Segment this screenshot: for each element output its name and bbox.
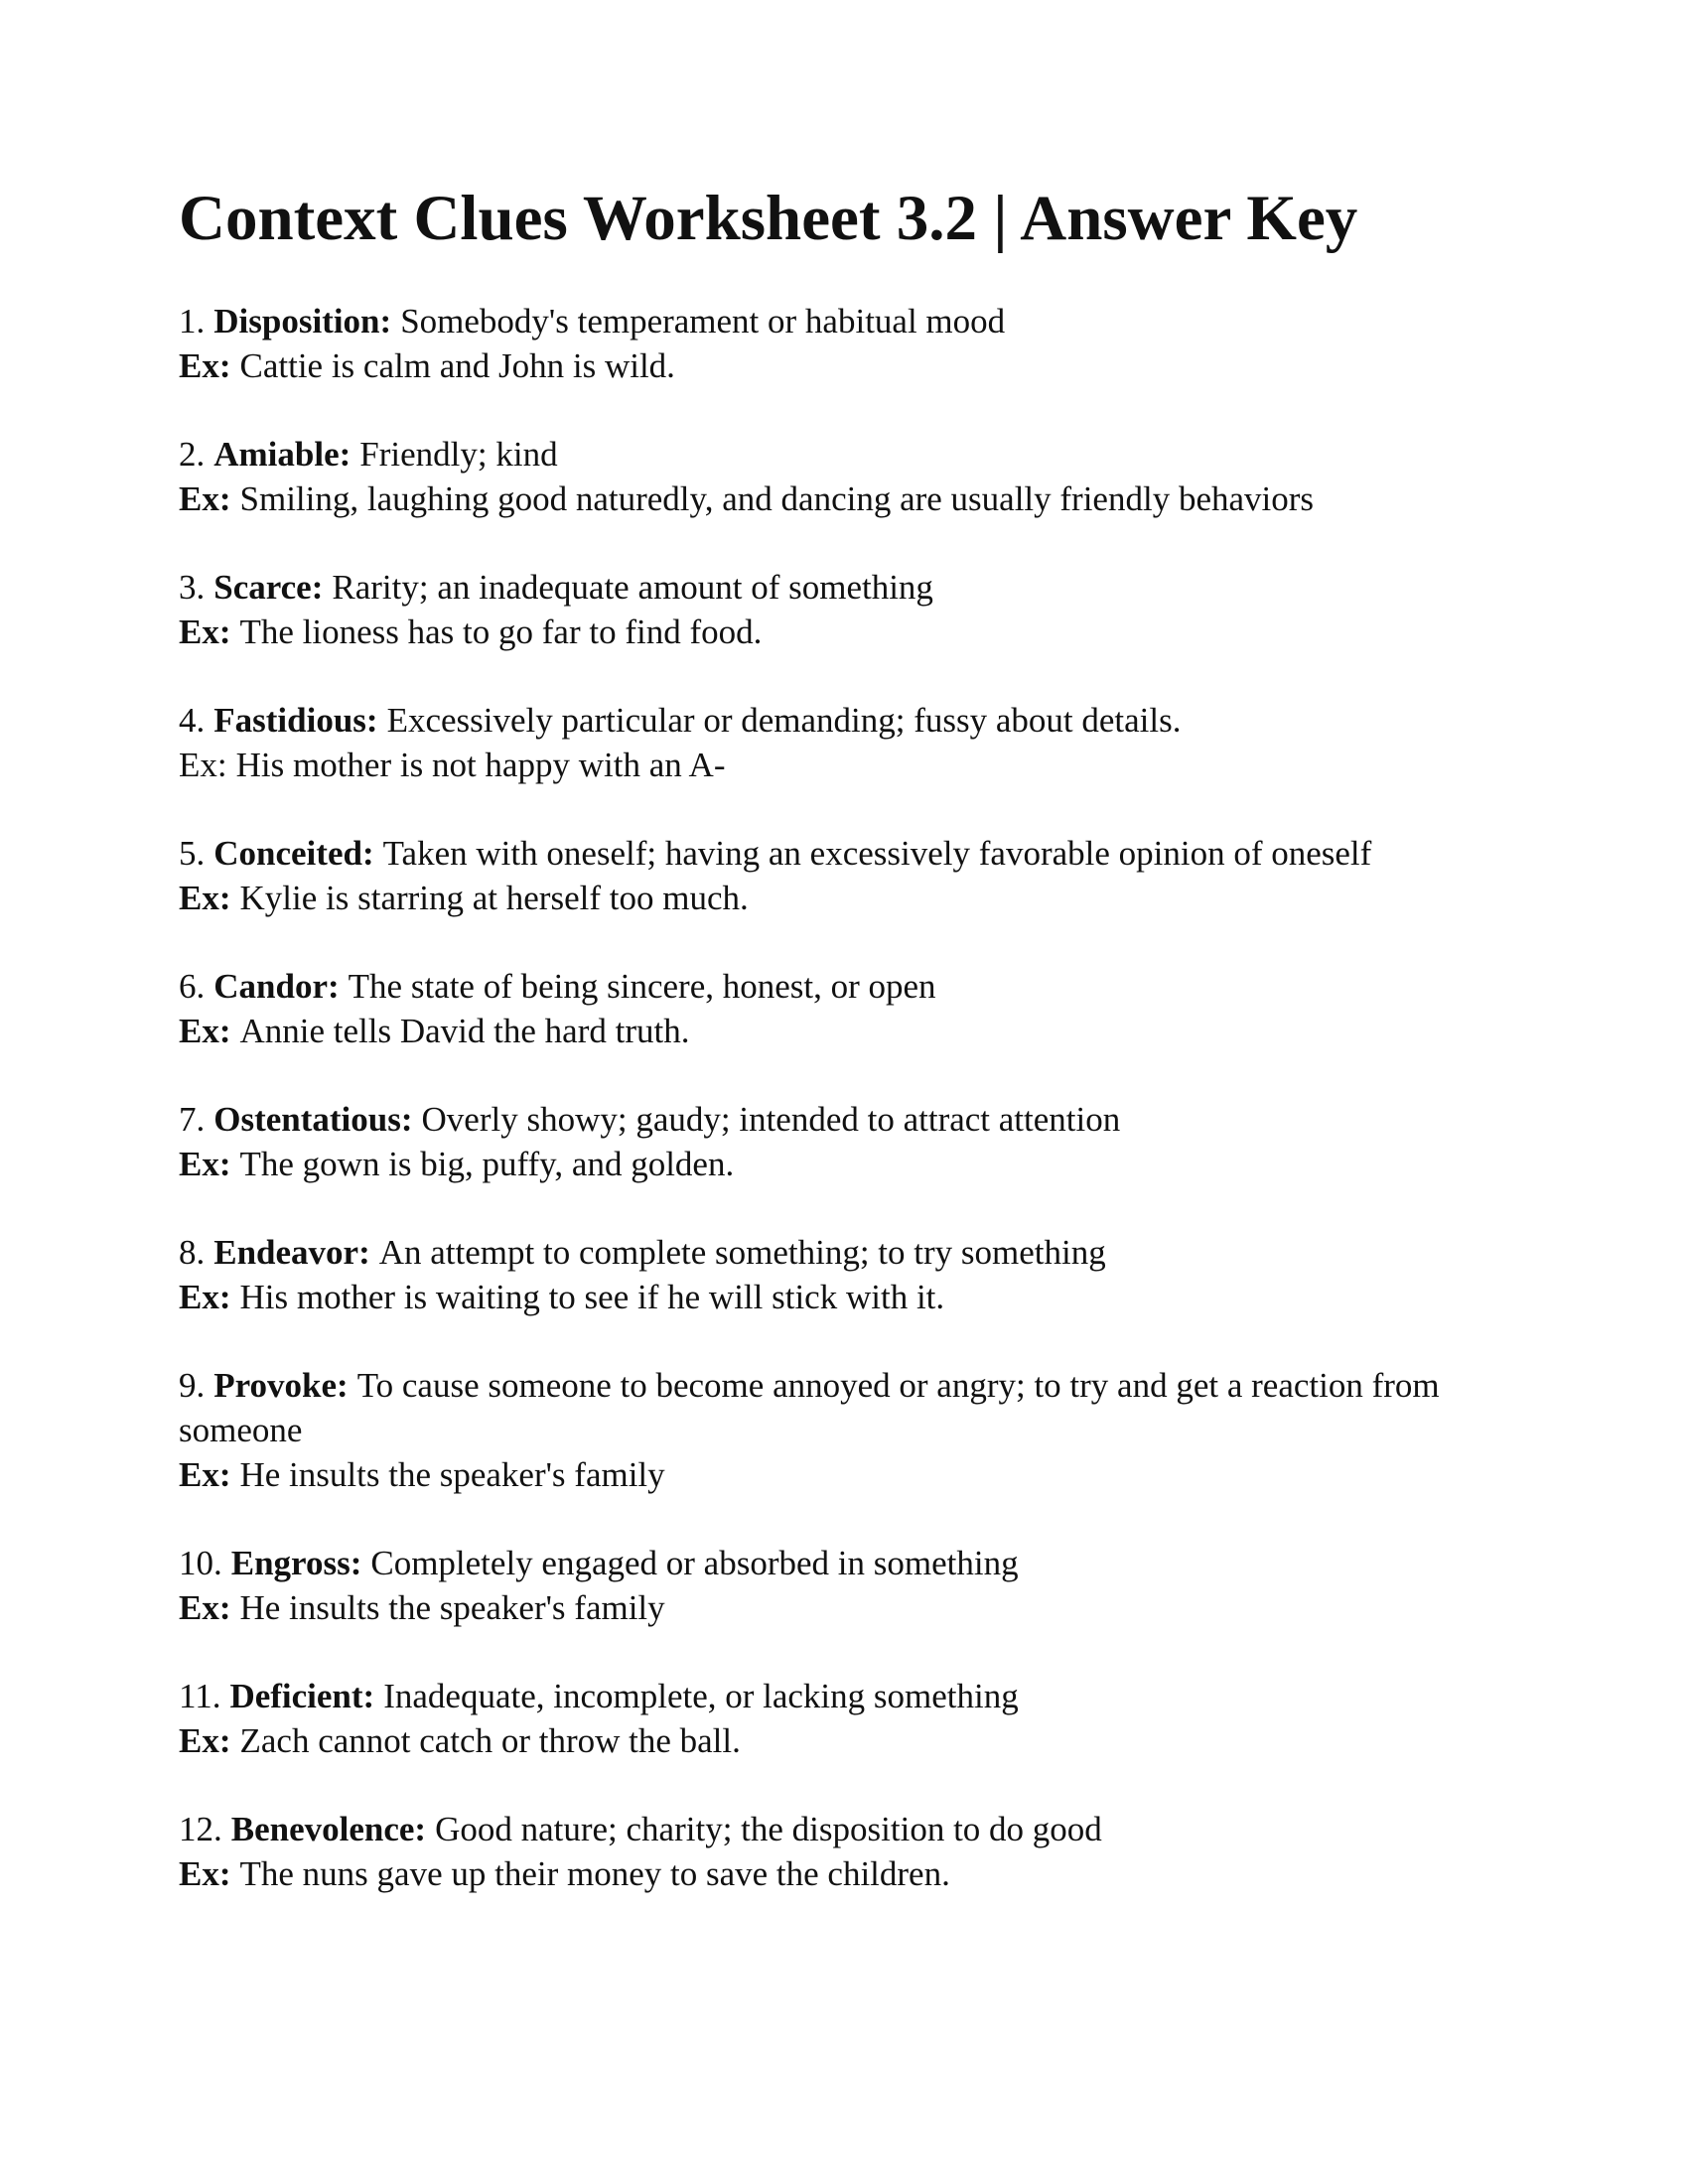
term-definition: To cause someone to become annoyed or angry; to try and get a reaction from someone: [179, 1366, 1440, 1449]
vocab-term: Conceited:: [213, 834, 374, 873]
example-text: He insults the speaker's family: [239, 1588, 665, 1627]
example-label: Ex:: [179, 1854, 231, 1893]
list-item: [179, 831, 1529, 920]
example-text: He insults the speaker's family: [239, 1455, 665, 1494]
term-definition: Taken with oneself; having an excessively favorable opinion of oneself: [382, 834, 1372, 873]
example-text: Annie tells David the hard truth.: [239, 1012, 690, 1050]
example-line: [179, 477, 1529, 521]
vocab-term: Engross:: [230, 1544, 362, 1582]
definition-line: [179, 432, 1529, 477]
vocab-term: Scarce:: [213, 568, 324, 607]
example-line: [179, 1585, 1529, 1630]
example-line: [179, 1452, 1529, 1497]
item-number: 8.: [179, 1233, 206, 1272]
vocab-term: Amiable:: [213, 435, 352, 474]
item-number: 7.: [179, 1100, 206, 1139]
example-text: The gown is big, puffy, and golden.: [239, 1145, 735, 1183]
example-label: Ex:: [179, 746, 227, 784]
example-label: Ex:: [179, 879, 231, 917]
list-item: [179, 964, 1529, 1053]
definition-line: [179, 1230, 1529, 1275]
vocab-term: Endeavor:: [213, 1233, 370, 1272]
list-item: [179, 698, 1529, 787]
list-item: [179, 1674, 1529, 1763]
example-line: [179, 343, 1529, 388]
term-definition: Good nature; charity; the disposition to do good: [435, 1810, 1102, 1848]
vocab-term: Deficient:: [229, 1677, 375, 1715]
definition-line: [179, 1097, 1529, 1142]
item-number: 6.: [179, 967, 206, 1006]
list-item: [179, 1363, 1529, 1497]
item-number: 2.: [179, 435, 206, 474]
list-item: [179, 1807, 1529, 1896]
term-definition: An attempt to complete something; to try something: [378, 1233, 1106, 1272]
example-line: [179, 1851, 1529, 1896]
item-number: 11.: [179, 1677, 221, 1715]
example-text: Cattie is calm and John is wild.: [239, 346, 675, 385]
example-text: The lioness has to go far to find food.: [239, 613, 763, 651]
example-label: Ex:: [179, 613, 231, 651]
list-item: [179, 1541, 1529, 1630]
example-line: [179, 1142, 1529, 1186]
term-definition: Rarity; an inadequate amount of something: [332, 568, 933, 607]
page-title: Context Clues Worksheet 3.2 | Answer Key: [179, 183, 1358, 254]
example-label: Ex:: [179, 479, 231, 518]
vocab-term: Provoke:: [213, 1366, 349, 1405]
item-number: 4.: [179, 701, 206, 740]
vocab-term: Benevolence:: [230, 1810, 427, 1848]
example-line: [179, 743, 1529, 787]
entries-list: [179, 299, 1529, 1896]
term-definition: Overly showy; gaudy; intended to attract attention: [421, 1100, 1121, 1139]
example-label: Ex:: [179, 1145, 231, 1183]
definition-line: [179, 299, 1529, 343]
item-number: 12.: [179, 1810, 222, 1848]
list-item: [179, 565, 1529, 654]
definition-line: [179, 698, 1529, 743]
term-definition: Excessively particular or demanding; fussy about details.: [386, 701, 1182, 740]
vocab-term: Ostentatious:: [213, 1100, 413, 1139]
example-label: Ex:: [179, 1455, 231, 1494]
list-item: [179, 299, 1529, 388]
list-item: [179, 432, 1529, 521]
term-definition: Completely engaged or absorbed in something: [370, 1544, 1019, 1582]
example-text: Zach cannot catch or throw the ball.: [239, 1721, 741, 1760]
definition-line: [179, 1674, 1529, 1718]
definition-line: [179, 565, 1529, 610]
definition-line: [179, 831, 1529, 876]
item-number: 10.: [179, 1544, 222, 1582]
definition-line: [179, 1807, 1529, 1851]
vocab-term: Fastidious:: [213, 701, 378, 740]
example-text: Kylie is starring at herself too much.: [239, 879, 749, 917]
item-number: 3.: [179, 568, 206, 607]
definition-line: [179, 1541, 1529, 1585]
example-text: Smiling, laughing good naturedly, and dancing are usually friendly behaviors: [239, 479, 1315, 518]
worksheet-page: [179, 174, 1529, 1940]
example-line: [179, 876, 1529, 920]
example-label: Ex:: [179, 1278, 231, 1316]
definition-line: [179, 1363, 1529, 1452]
example-label: Ex:: [179, 346, 231, 385]
example-line: [179, 610, 1529, 654]
vocab-term: Disposition:: [213, 302, 392, 341]
list-item: [179, 1097, 1529, 1186]
term-definition: Friendly; kind: [359, 435, 558, 474]
example-line: [179, 1718, 1529, 1763]
example-text: The nuns gave up their money to save the children.: [239, 1854, 950, 1893]
example-label: Ex:: [179, 1588, 231, 1627]
item-number: 9.: [179, 1366, 206, 1405]
vocab-term: Candor:: [213, 967, 340, 1006]
example-text: His mother is not happy with an A-: [235, 746, 726, 784]
example-label: Ex:: [179, 1721, 231, 1760]
item-number: 1.: [179, 302, 206, 341]
example-text: His mother is waiting to see if he will stick with it.: [239, 1278, 945, 1316]
term-definition: The state of being sincere, honest, or open: [348, 967, 936, 1006]
example-line: [179, 1275, 1529, 1319]
definition-line: [179, 964, 1529, 1009]
item-number: 5.: [179, 834, 206, 873]
term-definition: Somebody's temperament or habitual mood: [400, 302, 1006, 341]
term-definition: Inadequate, incomplete, or lacking something: [383, 1677, 1019, 1715]
list-item: [179, 1230, 1529, 1319]
example-label: Ex:: [179, 1012, 231, 1050]
example-line: [179, 1009, 1529, 1053]
